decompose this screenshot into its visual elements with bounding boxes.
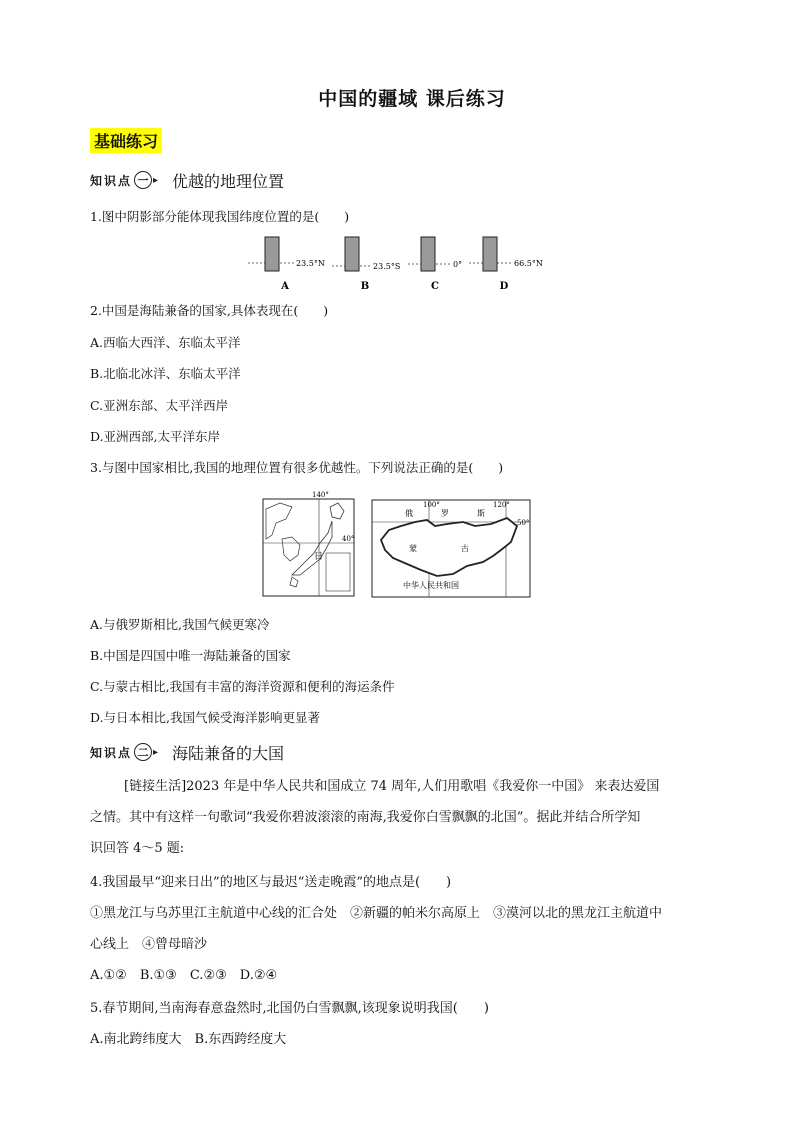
- lat-label: 0°: [453, 260, 463, 269]
- section-badge: 基础练习: [90, 128, 162, 153]
- question-2-stem: 2.中国是海陆兼备的国家,具体表现在( ): [90, 303, 329, 318]
- option-letter: D: [499, 281, 509, 292]
- lat-label: 23.5°S: [373, 262, 401, 271]
- figure-c: [408, 237, 462, 292]
- question-3-stem: 3.与图中国家相比,我国的地理位置有很多优越性。下列说法正确的是( ): [90, 460, 504, 475]
- map-country-label: 中华人民共和国: [403, 581, 459, 590]
- q2-option-b: B.北临北冰洋、东临太平洋: [90, 366, 241, 381]
- q4-choices-line-1: ①黑龙江与乌苏里江主航道中心线的汇合处 ②新疆的帕米尔高原上 ③漠河以北的黑龙江主航道中: [90, 906, 663, 921]
- question-1-stem: 1.图中阴影部分能体现我国纬度位置的是( ): [90, 209, 350, 224]
- kp-title: 海陆兼备的大国: [172, 743, 285, 763]
- japan-map: [262, 489, 357, 599]
- map-country-label: 蒙: [409, 544, 417, 553]
- kp-number-badge: 一: [134, 171, 152, 189]
- map-lat-label: 40°: [342, 535, 355, 543]
- question-5-stem: 5.春节期间,当南海春意盎然时,北国仍白雪飘飘,该现象说明我国( ): [90, 1001, 489, 1016]
- kp-label: 知识点: [90, 745, 133, 760]
- map-lon-label: 100°: [423, 501, 440, 509]
- map-lon-label: 120°: [493, 501, 510, 509]
- figure-b: [332, 237, 400, 292]
- map-country-label: 日: [314, 552, 324, 562]
- q3-option-d: D.与日本相比,我国气候受海洋影响更显著: [90, 710, 321, 725]
- q5-options: A.南北跨纬度大 B.东西跨经度大: [90, 1032, 287, 1047]
- option-letter: C: [431, 281, 439, 292]
- kp-title: 优越的地理位置: [172, 171, 285, 191]
- map-lat-label: 50°: [517, 519, 530, 527]
- arrow-right-icon: ▸: [153, 174, 159, 186]
- q4-options: A.①② B.①③ C.②③ D.②④: [90, 968, 278, 983]
- q4-choices-line-2: 心线上 ④曾母暗沙: [90, 937, 208, 952]
- question-4-stem: 4.我国最早“迎来日出”的地区与最迟“送走晚霞”的地点是( ): [90, 875, 452, 890]
- q3-option-b: B.中国是四国中唯一海陆兼备的国家: [90, 648, 291, 663]
- q2-option-d: D.亚洲西部,太平洋东岸: [90, 429, 221, 444]
- option-letter: B: [360, 281, 370, 292]
- q2-option-a: A.西临大西洋、东临太平洋: [90, 335, 241, 350]
- lat-label: 23.5°N: [296, 259, 325, 268]
- option-letter: A: [281, 281, 289, 292]
- passage-line-2: 之情。其中有这样一句歌词“我爱你碧波滚滚的南海,我爱你白雪飘飘的北国”。据此并结合所学知: [90, 810, 641, 825]
- lat-label: 66.5°N: [514, 259, 543, 268]
- map-country-label: 罗: [441, 509, 449, 518]
- figure-d: [469, 237, 543, 292]
- passage-line-1: [链接生活]2023 年是中华人民共和国成立 74 周年,人们用歌唱《我爱你一中国》 来表达爱国: [124, 779, 660, 794]
- figure-a: [248, 237, 325, 292]
- q3-option-a: A.与俄罗斯相比,我国气候更寒冷: [90, 617, 270, 632]
- mongolia-map: [371, 496, 533, 600]
- kp-label: 知识点: [90, 173, 133, 188]
- latitude-figure: [248, 232, 548, 294]
- page-title: 中国的疆域 课后练习: [318, 88, 506, 110]
- map-country-label: 斯: [477, 509, 485, 518]
- kp-number-badge: 二: [134, 743, 152, 761]
- map-lon-label: 140°: [312, 491, 329, 499]
- knowledge-point-2: [90, 740, 284, 764]
- knowledge-point-1: [90, 168, 284, 192]
- map-country-label: 俄: [405, 509, 413, 518]
- q3-option-c: C.与蒙古相比,我国有丰富的海洋资源和便利的海运条件: [90, 679, 395, 694]
- q2-option-c: C.亚洲东部、太平洋西岸: [90, 398, 229, 413]
- arrow-right-icon: ▸: [153, 746, 159, 758]
- map-country-label: 古: [461, 544, 469, 553]
- passage-line-3: 识回答 4～5 题:: [90, 841, 185, 856]
